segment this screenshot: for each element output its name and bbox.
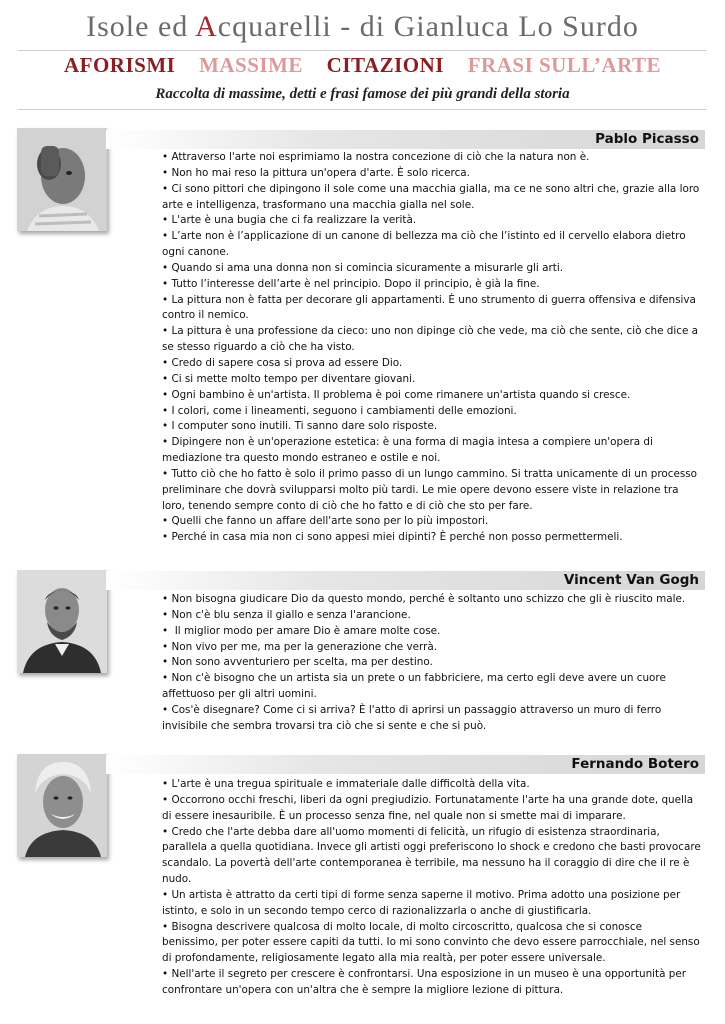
category-nav [0, 53, 725, 78]
quote-item: • L'arte è una tregua spirituale e immateriale dalle difficoltà della vita. [162, 777, 701, 793]
site-title: Isole ed Acquarelli - di Gianluca Lo Surdo [86, 10, 639, 43]
header-divider [18, 109, 707, 110]
portrait-photo-icon [17, 570, 107, 673]
quote-item: • Non vivo per me, ma per la generazione che verrà. [162, 640, 701, 656]
portrait-vincent-van-gogh [17, 570, 107, 673]
quote-item: • Il miglior modo per amare Dio è amare molte cose. [162, 624, 701, 640]
quote-item: • Occorrono occhi freschi, liberi da ogni pregiudizio. Fortunatamente l'arte ha una grande dote, quella di essere inesauribile. È un processo senza fine, nel quale non si smette mai di imparare. [162, 793, 701, 825]
quote-list [162, 592, 701, 735]
quote-item: • L’arte non è l’applicazione di un canone di bellezza ma ciò che l’istinto ed il cervello elabora dietro ogni canone. [162, 229, 701, 261]
quote-item: • Ogni bambino è un'artista. Il problema è poi come rimanere un'artista quando si cresce. [162, 388, 701, 404]
quote-item: • I colori, come i lineamenti, seguono i cambiamenti delle emozioni. [162, 404, 701, 420]
name-bar [106, 755, 705, 774]
quote-item: • Non bisogna giudicare Dio da questo mondo, perché è soltanto uno schizzo che gli è riuscito male. [162, 592, 701, 608]
nav-aforismi[interactable]: AFORISMI [63, 53, 176, 77]
quote-item: • Non ho mai reso la pittura un'opera d'arte. È solo ricerca. [162, 166, 701, 182]
quote-item: • La pittura è una professione da cieco: uno non dipinge ciò che vede, ma ciò che sente, ciò che dice a se stesso riguardo a ciò che ha visto. [162, 324, 701, 356]
quote-item: • Non sono avventuriero per scelta, ma per destino. [162, 655, 701, 671]
quote-item: • Bisogna descrivere qualcosa di molto locale, di molto circoscritto, qualcosa che si conosce benissimo, per poter essere capiti da tutti. Io mi sono convinto che devo essere parrocchiale, nel senso di profondamente, religiosamente legato alla mia realtà, per poter essere universale. [162, 920, 701, 968]
quote-item: • Ci sono pittori che dipingono il sole come una macchia gialla, ma ce ne sono altri che, grazie alla loro arte e intelligenza, trasformano una macchia gialla nel sole. [162, 182, 701, 214]
author-name: Fernando Botero [571, 756, 699, 772]
quote-item: • L'arte è una bugia che ci fa realizzare la verità. [162, 213, 701, 229]
nav-massime[interactable]: MASSIME [199, 53, 303, 77]
quote-item: • La pittura non è fatta per decorare gli appartamenti. È uno strumento di guerra offensiva e difensiva contro il nemico. [162, 293, 701, 325]
name-bar [106, 130, 705, 149]
quote-item: • Perché in casa mia non ci sono appesi miei dipinti? È perché non posso permettermeli. [162, 530, 701, 546]
quote-item: • Credo che l'arte debba dare all'uomo momenti di felicità, un rifugio di esistenza straordinaria, parallela a quella quotidiana. Invece gli artisti oggi preferiscono lo shock e credono che basti provocare scandalo. La povertà dell'arte contemporanea è terribile, ma nessuno ha il coraggio di dire che il re è nudo. [162, 825, 701, 888]
nav-frasi-sull-arte[interactable]: FRASI SULL’ARTE [467, 53, 662, 77]
portrait-photo-icon [17, 754, 107, 857]
quote-item: • Tutto ciò che ho fatto è solo il primo passo di un lungo cammino. Si tratta unicamente di un processo preliminare che dovrà svilupparsi molto più tardi. Le mie opere devono essere viste in relazione tra loro, tenendo sempre conto di ciò che ho fatto e di ciò che sto per fare. [162, 467, 701, 515]
quote-item: • Tutto l’interesse dell’arte è nel principio. Dopo il principio, è già la fine. [162, 277, 701, 293]
quote-list [162, 777, 701, 999]
name-bar [106, 571, 705, 590]
quote-item: • Non c'è blu senza il giallo e senza l'arancione. [162, 608, 701, 624]
quote-item: • Dipingere non è un'operazione estetica: è una forma di magia intesa a compiere un'opera di mediazione tra questo mondo estraneo e ostile e noi. [162, 435, 701, 467]
quote-item: • Ci si mette molto tempo per diventare giovani. [162, 372, 701, 388]
quote-item: • Attraverso l'arte noi esprimiamo la nostra concezione di ciò che la natura non è. [162, 150, 701, 166]
quote-item: • Nell'arte il segreto per crescere è confrontarsi. Una esposizione in un museo è una opportunità per confrontare un'opera con un'altra che è sempre la migliore lezione di pittura. [162, 967, 701, 999]
quote-item: • Un artista è attratto da certi tipi di forme senza saperne il motivo. Prima adotto una posizione per istinto, e solo in un secondo tempo cerco di razionalizzarla o anche di giustificarla. [162, 888, 701, 920]
quote-list [162, 150, 701, 546]
quote-item: • Quando si ama una donna non si comincia sicuramente a misurarle gli arti. [162, 261, 701, 277]
nav-citazioni[interactable]: CITAZIONI [326, 53, 444, 77]
author-name: Vincent Van Gogh [563, 572, 699, 588]
page-subtitle: Raccolta di massime, detti e frasi famose dei più grandi della storia [155, 86, 570, 102]
portrait-pablo-picasso [17, 128, 107, 231]
portrait-fernando-botero [17, 754, 107, 857]
quote-item: • Credo di sapere cosa si prova ad essere Dio. [162, 356, 701, 372]
author-name: Pablo Picasso [595, 131, 699, 147]
quote-item: • I computer sono inutili. Ti sanno dare solo risposte. [162, 419, 701, 435]
quote-item: • Non c'è bisogno che un artista sia un prete o un fabbriciere, ma certo egli deve avere un cuore affettuoso per gli altri uomini. [162, 671, 701, 703]
portrait-photo-icon [17, 128, 107, 231]
quote-item: • Cos'è disegnare? Come ci si arriva? È l'atto di aprirsi un passaggio attraverso un muro di ferro invisibile che sembra trovarsi tra ciò che si sente e che si può. [162, 703, 701, 735]
quote-item: • Quelli che fanno un affare dell'arte sono per lo più impostori. [162, 514, 701, 530]
title-divider [18, 50, 707, 51]
